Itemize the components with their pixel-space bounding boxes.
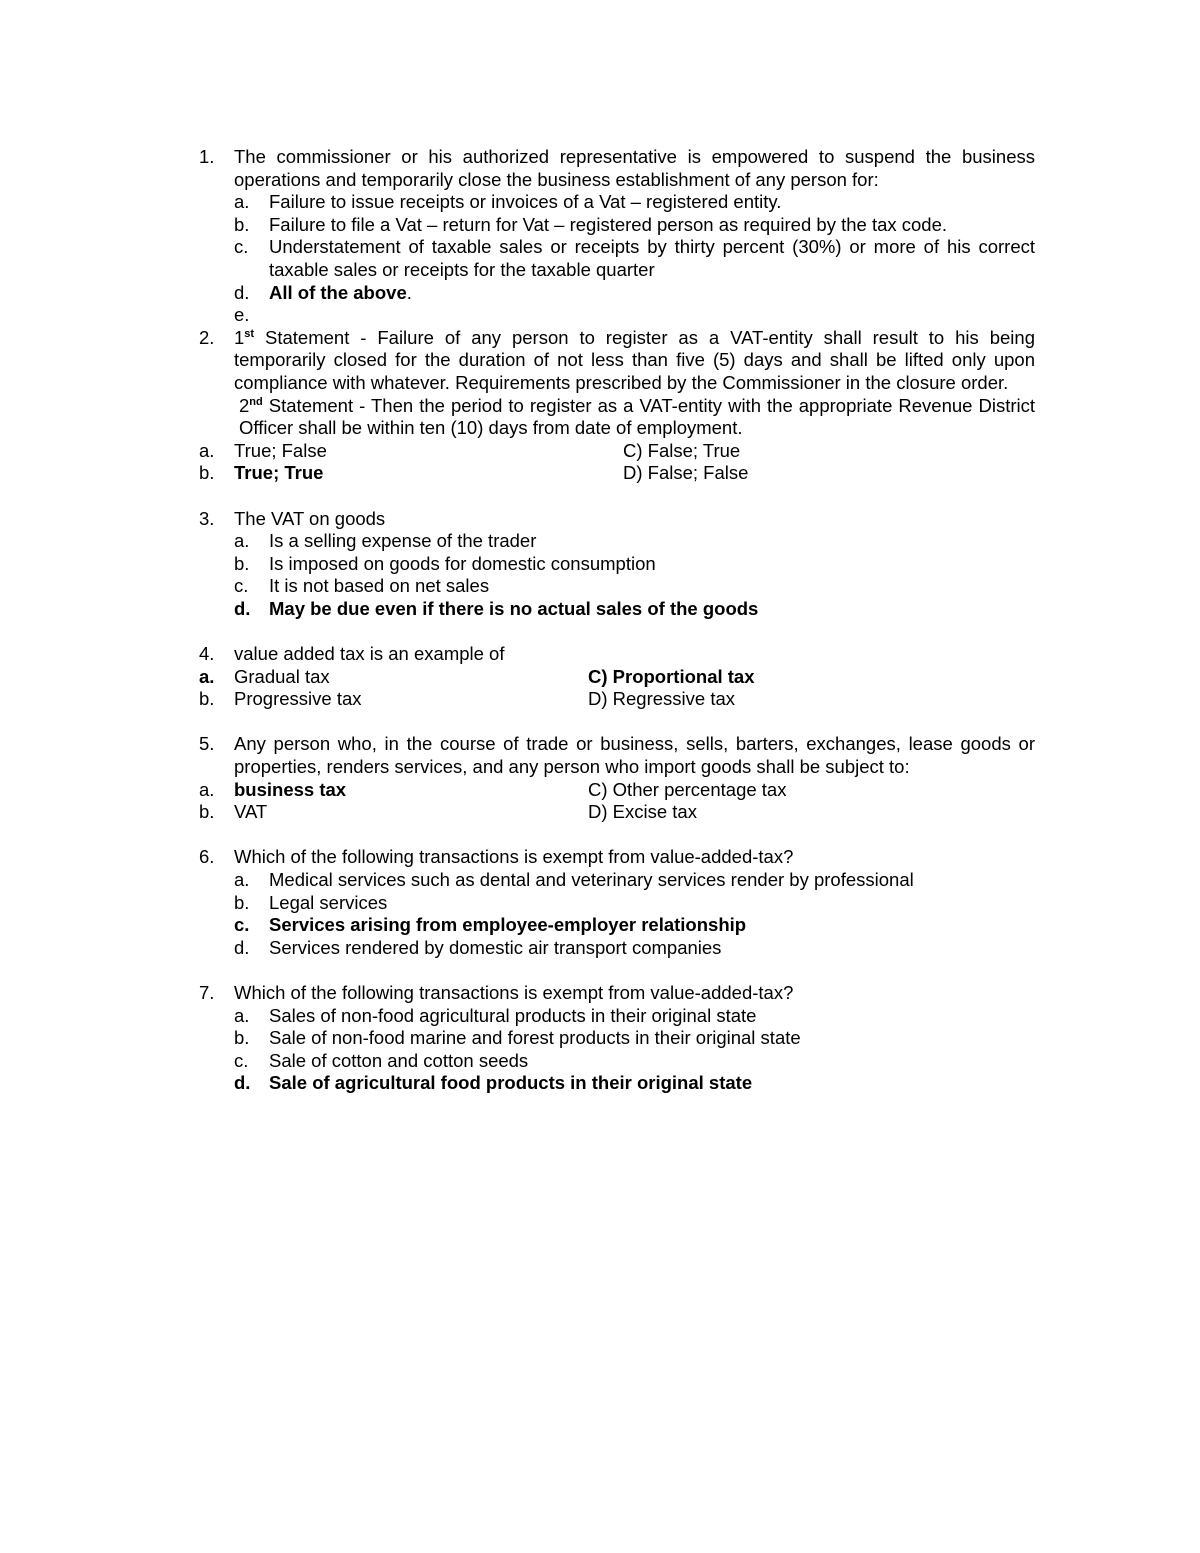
option-c: C) False; True [623, 439, 741, 461]
statement-1-num: 1 [234, 326, 245, 348]
question-number: 5. [199, 733, 215, 755]
option-text-answer: May be due even if there is no actual sales of the goods [269, 597, 759, 619]
option-text: Services rendered by domestic air transport companies [269, 936, 722, 958]
option-d: D) Regressive tax [588, 688, 736, 710]
option-d [234, 282, 1035, 305]
option-b [234, 1027, 1035, 1050]
option-letter: c. [234, 236, 249, 258]
spacer [199, 959, 1035, 982]
option-b [234, 553, 1035, 576]
option-letter: a. [199, 665, 215, 687]
option-row-1 [199, 440, 1035, 463]
option-letter: b. [234, 891, 250, 913]
option-text: Understatement of taxable sales or receipts by thirty percent (30%) or more of his correct taxable sales or receipts for the taxable quarter [269, 236, 1035, 280]
option-text: Medical services such as dental and veterinary services render by professional [269, 869, 914, 890]
spacer [199, 824, 1035, 847]
option-text: Legal services [269, 891, 388, 913]
option-letter: c. [234, 1049, 249, 1071]
option-letter: b. [199, 688, 215, 710]
question-6 [199, 846, 1035, 959]
option-c: C) Other percentage tax [588, 778, 787, 800]
option-b [234, 214, 1035, 237]
option-letter: b. [234, 1027, 250, 1049]
option-d: D) Excise tax [588, 801, 697, 823]
question-text: The VAT on goods [234, 507, 386, 529]
spacer [199, 620, 1035, 643]
question-text: Which of the following transactions is exempt from value-added-tax? [234, 981, 794, 1003]
option-c [234, 236, 1035, 281]
option-letter: b. [199, 801, 215, 823]
option-letter: a. [199, 778, 215, 800]
statement-2-text: Statement - Then the period to register as a VAT-entity with the appropriate Revenue District Officer shall be within ten (10) days from date of employment. [239, 394, 1035, 439]
option-c-answer: C) Proportional tax [588, 665, 755, 687]
question-number: 4. [199, 643, 215, 665]
option-text: Failure to file a Vat – return for Vat – registered person as required by the tax code. [269, 213, 948, 235]
option-letter: b. [199, 462, 215, 484]
option-letter: c. [234, 914, 250, 936]
option-text: Is imposed on goods for domestic consumption [269, 552, 656, 574]
option-a [234, 191, 1035, 214]
option-a [234, 869, 1035, 892]
option-row-1 [199, 666, 1035, 689]
question-text: Any person who, in the course of trade or business, sells, barters, exchanges, lease goods or properties, renders services, and any person who import goods shall be subject to: [234, 733, 1035, 778]
option-letter: c. [234, 575, 249, 597]
question-number: 1. [199, 146, 215, 167]
option-letter: b. [234, 213, 250, 235]
question-list [199, 146, 1035, 1095]
option-text: Sale of cotton and cotton seeds [269, 1049, 529, 1071]
question-1 [199, 146, 1035, 327]
question-text: The commissioner or his authorized representative is empowered to suspend the business operations and temporarily close the business establishment of any person for: [234, 146, 1035, 190]
statement-1-text: Statement - Failure of any person to register as a VAT-entity shall result to his being temporarily closed for the duration of not less than five (5) days and shall be lifted only upon compliance with whatever. Requirements prescribed by the Commissioner in the closure order. [234, 326, 1035, 393]
question-number: 6. [199, 846, 215, 868]
option-text [269, 304, 1035, 327]
option-d [234, 937, 1035, 960]
option-row-1 [199, 779, 1035, 802]
option-letter: a. [199, 439, 215, 461]
option-letter: b. [234, 552, 250, 574]
option-b [234, 892, 1035, 915]
option-letter: a. [234, 869, 250, 890]
option-text: Progressive tax [234, 688, 362, 710]
statement-1-sup: st [244, 327, 255, 340]
option-letter: a. [234, 191, 250, 213]
option-c [234, 1050, 1035, 1073]
option-letter: d. [234, 281, 250, 303]
option-text: Failure to issue receipts or invoices of a Vat – registered entity. [269, 191, 782, 213]
option-e [234, 304, 1035, 327]
option-a [234, 530, 1035, 553]
option-letter: e. [234, 304, 250, 326]
question-number: 2. [199, 326, 215, 348]
option-letter: d. [234, 1072, 251, 1094]
option-b [199, 688, 588, 711]
option-text-answer: business tax [234, 778, 347, 800]
option-text-answer: Services arising from employee-employer relationship [269, 914, 747, 936]
option-b [199, 801, 588, 824]
question-7 [199, 982, 1035, 1095]
option-text: Gradual tax [234, 665, 330, 687]
option-d [234, 598, 1035, 621]
option-letter: d. [234, 597, 251, 619]
option-text-answer: True; True [234, 462, 324, 484]
option-text: It is not based on net sales [269, 575, 490, 597]
option-text: Sale of non-food marine and forest products in their original state [269, 1027, 801, 1049]
option-row-2 [199, 688, 1035, 711]
answer-suffix: . [406, 281, 412, 303]
statement-2 [234, 395, 1035, 440]
option-a [199, 779, 588, 802]
question-number: 7. [199, 981, 215, 1003]
option-b [199, 462, 623, 485]
option-text-answer: Sale of agricultural food products in their original state [269, 1072, 753, 1094]
option-text-answer [269, 282, 1035, 305]
option-letter: a. [234, 530, 250, 552]
option-text: Is a selling expense of the trader [269, 530, 537, 552]
option-letter: a. [234, 1004, 250, 1026]
question-4 [199, 643, 1035, 711]
question-3 [199, 508, 1035, 621]
option-a [199, 440, 623, 463]
option-d [234, 1072, 1035, 1095]
statement-2-num: 2 [239, 394, 250, 416]
statement-2-sup: nd [249, 395, 263, 408]
question-5 [199, 733, 1035, 823]
option-text: True; False [234, 439, 327, 461]
statement-1 [234, 327, 1035, 395]
spacer [199, 485, 1035, 508]
option-row-2 [199, 462, 1035, 485]
question-2 [199, 327, 1035, 485]
option-d: D) False; False [623, 462, 749, 484]
option-row-2 [199, 801, 1035, 824]
option-c [234, 575, 1035, 598]
option-text: VAT [234, 801, 268, 823]
question-text: value added tax is an example of [234, 643, 505, 665]
option-c [234, 914, 1035, 937]
option-text: Sales of non-food agricultural products in their original state [269, 1004, 757, 1026]
question-text: Which of the following transactions is exempt from value-added-tax? [234, 846, 794, 868]
option-letter: d. [234, 936, 250, 958]
answer-text: All of the above [269, 281, 407, 303]
question-number: 3. [199, 507, 215, 529]
option-a [199, 666, 588, 689]
option-a [234, 1005, 1035, 1028]
spacer [199, 711, 1035, 734]
